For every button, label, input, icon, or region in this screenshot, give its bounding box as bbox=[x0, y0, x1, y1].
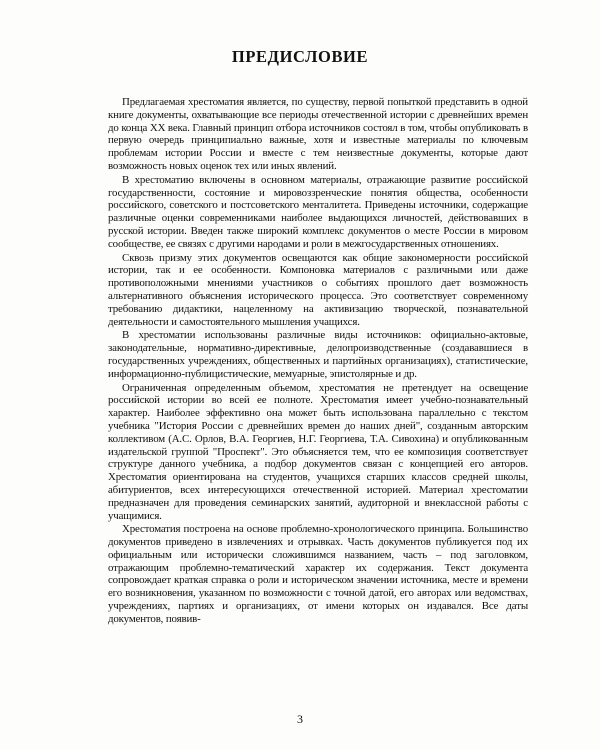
paragraph: В хрестоматии использованы различные виды источников: официально-актовые, законодательные, нормативно-директивные, делопроизводственные (создававшиеся в государственных учреждениях, общественных и партийных организациях), статистические, информационно-публицистические, мемуарные, эпистолярные и др. bbox=[108, 329, 528, 380]
paragraph: В хрестоматию включены в основном материалы, отражающие развитие российской государственности, состояние и мировоззренческие понятия общества, особенности российского, советского и постсоветского менталитета. Приведены источники, содержащие различные оценки современниками наиболее выдающихся личностей, действовавших в русской истории. Введен также широкий комплекс документов о месте России в мировом сообществе, ее связях с другими народами и роли в межгосударственных отношениях. bbox=[108, 173, 528, 250]
paragraph: Сквозь призму этих документов освещаются как общие закономерности российской истории, так и ее особенности. Компоновка материалов с различными или даже противоположными мнениями участников о событиях прошлого дает возможность альтернативного объяснения исторического процесса. Это соответствует современному требованию дидактики, нацеленному на активизацию творческой, познавательной деятельности и самостоятельного мышления учащихся. bbox=[108, 251, 528, 328]
paragraph: Предлагаемая хрестоматия является, по существу, первой попыткой представить в одной книге документы, охватывающие все периоды отечественной истории с древнейших времен до конца XX века. Главный принцип отбора источников состоял в том, чтобы опубликовать в первую очередь принципиально важные, хотя и известные материалы по ключевым проблемам истории России и вместе с тем неизвестные документы, которые дают возможность новых оценок тех или иных явлений. bbox=[108, 96, 528, 172]
paragraph: Хрестоматия построена на основе проблемно-хронологического принципа. Большинство документов приведено в извлечениях и отрывках. Часть документов публикуется под их официальным или исторически сложившимся названием, часть – под заголовком, отражающим проблемно-тематический характер их содержания. Текст документа сопровождает краткая справка о роли и историческом значении источника, месте и времени его возникновения, указанном по возможности с точной датой, его авторах или ведомствах, учреждениях, партиях и организациях, от имени которых он издавался. Все даты документов, появив- bbox=[108, 523, 528, 625]
page-number: 3 bbox=[297, 712, 303, 726]
page-title: ПРЕДИСЛОВИЕ bbox=[231, 47, 369, 66]
body-text bbox=[108, 96, 528, 627]
paragraph: Ограниченная определенным объемом, хрестоматия не претендует на освещение российской истории во всей ее полноте. Хрестоматия имеет учебно-познавательный характер. Наиболее эффективно она может быть использована параллельно с текстом учебника "История России с древнейших времен до наших дней", созданным авторским коллективом (А.С. Орлов, В.А. Георгиев, Н.Г. Георгиева, Т.А. Сивохина) и опубликованным издательской группой "Проспект". Это объясняется тем, что ее композиция соответствует структуре данного учебника, а подбор документов связан с концепцией его авторов. Хрестоматия ориентирована на студентов, учащихся старших классов средней школы, абитуриентов, всех интересующихся отечественной историей. Материал хрестоматии предназначен для проведения семинарских занятий, аудиторной и внеклассной работы с учащимися. bbox=[108, 381, 528, 522]
